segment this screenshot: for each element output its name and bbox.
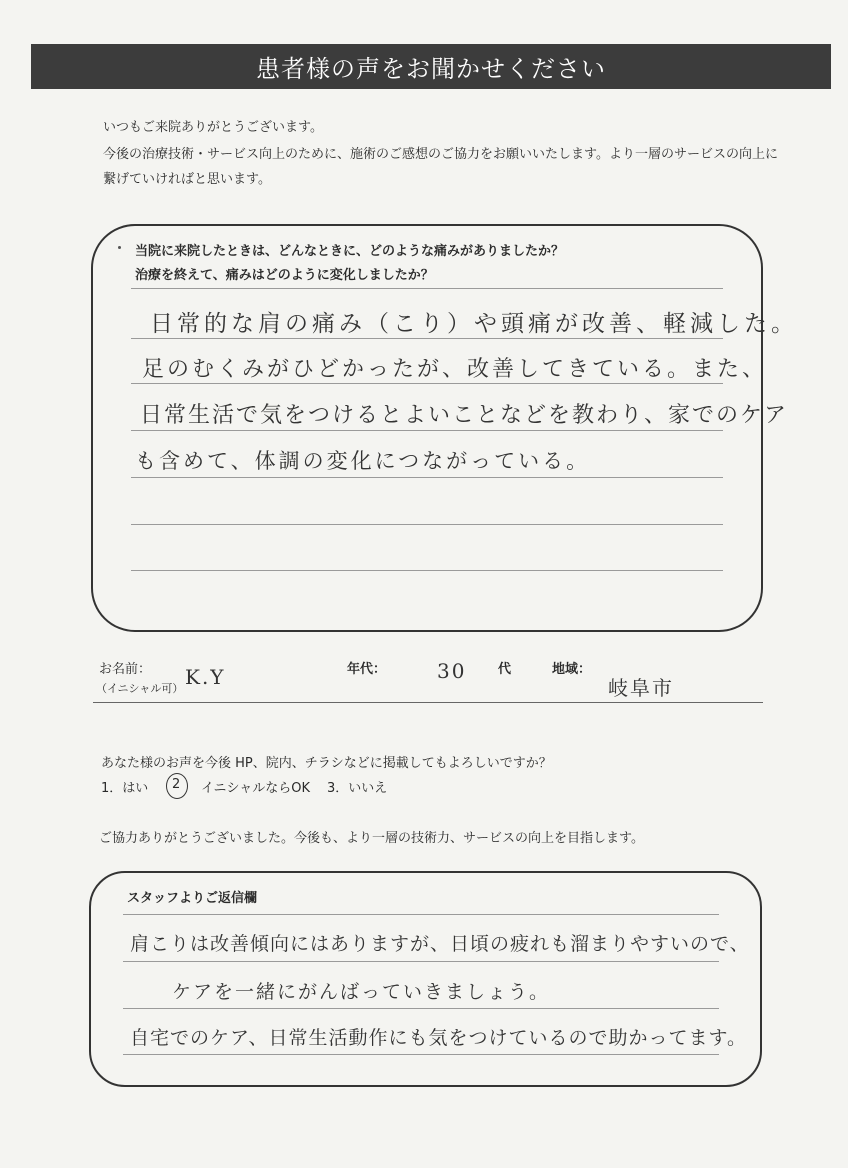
consent-option-2-text: イニシャルならOK — [201, 781, 310, 796]
intro-line-1: いつもご来院ありがとうございます。 — [103, 120, 323, 135]
answer-rule — [131, 430, 723, 431]
staff-reply-line-3: 自宅でのケア、日常生活動作にも気をつけているので助かってます。 — [130, 1027, 747, 1049]
thanks-text: ご協力ありがとうございました。今後も、より一層の技術力、サービスの向上を目指します。 — [99, 831, 644, 846]
form-title: 患者様の声をお聞かせください — [256, 55, 606, 83]
question-1: 当院に来院したときは、どんなときに、どのような痛みがありましたか？ — [135, 244, 565, 259]
name-value: K.Y — [185, 665, 226, 689]
age-label: 年代： — [347, 662, 387, 677]
intro-line-2: 今後の治療技術・サービス向上のために、施術のご感想のご協力をお願いいたします。より一層のサービスの向上に — [103, 147, 778, 162]
answer-line-4: も含めて、体調の変化につながっている。 — [135, 449, 591, 473]
answer-line-2: 足のむくみがひどかったが、改善してきている。また、 — [142, 357, 768, 382]
consent-question: あなた様のお声を今後 HP、院内、チラシなどに掲載してもよろしいですか？ — [101, 756, 552, 771]
answer-rule — [131, 338, 723, 339]
answer-rule — [131, 383, 723, 384]
consent-option-2-number: 2 — [172, 777, 181, 792]
age-unit: 代 — [498, 662, 512, 677]
answer-rule — [131, 524, 723, 525]
staff-rule — [123, 1054, 719, 1055]
name-label: お名前： — [99, 662, 152, 677]
answer-rule — [131, 477, 723, 478]
staff-rule — [123, 961, 719, 962]
form-title-banner — [31, 44, 831, 89]
consent-option-1: 1．はい — [101, 781, 149, 796]
question-2: 治療を終えて、痛みはどのように変化しましたか？ — [135, 268, 434, 283]
name-sub-label: （イニシャル可） — [96, 682, 184, 695]
answer-line-3: 日常生活で気をつけるとよいことなどを教わり、家でのケア — [140, 403, 789, 428]
consent-option-3: 3．いいえ — [327, 781, 388, 796]
region-label: 地域： — [552, 662, 592, 677]
staff-rule — [123, 914, 719, 915]
staff-reply-line-2: ケアを一緒にがんばっていきましょう。 — [172, 981, 551, 1003]
bullet-dot — [118, 246, 121, 249]
answer-rule — [131, 570, 723, 571]
age-value: 30 — [437, 659, 467, 683]
staff-reply-line-1: 肩こりは改善傾向にはありますが、日頃の疲れも溜まりやすいので、 — [130, 933, 750, 955]
staff-rule — [123, 1008, 719, 1009]
profile-underline — [93, 702, 763, 703]
answer-line-1: 日常的な肩の痛み（こり）や頭痛が改善、軽減した。 — [150, 311, 798, 337]
intro-line-3: 繋げていければと思います。 — [103, 172, 271, 187]
staff-reply-title: スタッフよりご返信欄 — [127, 891, 258, 906]
region-value: 岐阜市 — [608, 676, 674, 700]
answer-rule — [131, 288, 723, 289]
